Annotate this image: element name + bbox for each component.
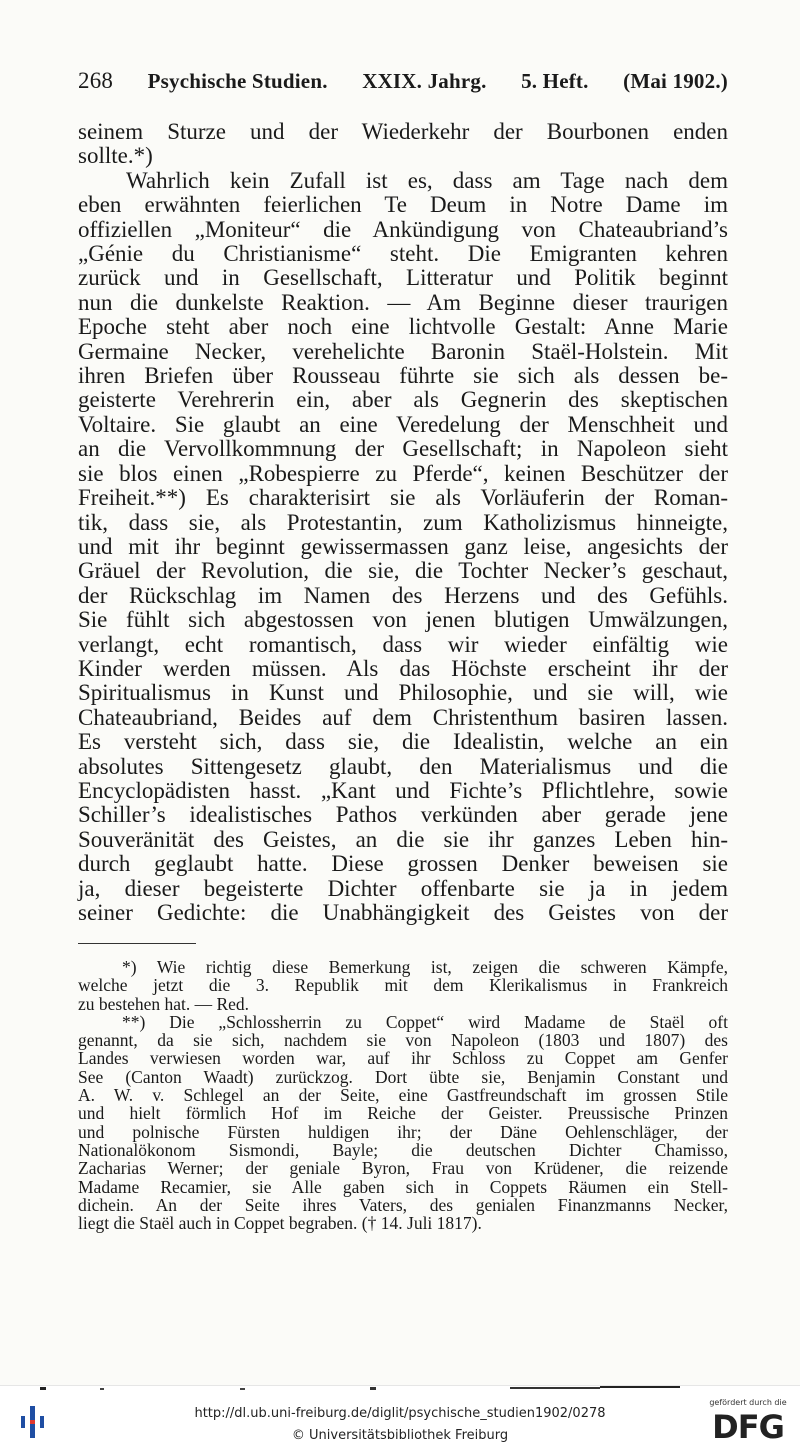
text-line: Epoche steht aber noch eine lichtvolle Gestalt: Anne Marie [78,314,728,340]
scan-edge-artifact [40,1385,700,1391]
footnote-line: dichein. An der Seite ihres Vaters, des genialen Finanzmanns Necker, [78,1194,728,1215]
footnote-line: genannt, da sie sich, nachdem sie von Napoleon (1803 und 1807) des [78,1030,728,1051]
text-line: Souveränität des Geistes, an die sie ihr ganzes Leben hin- [78,826,728,852]
footnotes [78,958,728,1232]
issue-date: (Mai 1902.) [623,69,728,93]
text-line: tik, dass sie, als Protestantin, zum Katholizismus hinneigte, [78,509,728,535]
text-line: eben erwähnten feierlichen Te Deum in Notre Dame im [78,192,728,218]
text-line: Es versteht sich, dass sie, die Idealistin, welche an ein [78,729,728,755]
text-line: Sie fühlt sich abgestossen von jenen blutigen Umwälzungen, [78,607,728,633]
dfg-logo-text: DFG [712,1408,784,1446]
copyright-notice: © Universitätsbibliothek Freiburg [291,1428,509,1443]
text-line: Wahrlich kein Zufall ist es, dass am Tage nach dem [126,167,728,193]
text-line: verlangt, echt romantisch, dass wir wieder einfältig wie [78,631,728,657]
footnote-line: Madame Recamier, sie Alle gaben sich in Coppets Räumen ein Stell- [78,1176,728,1197]
volume-label: XXIX. Jahrg. [362,69,487,93]
footnote-separator [78,943,196,944]
text-line: Kinder werden müssen. Als das Höchste erscheint ihr der [78,655,728,681]
permalink-url[interactable]: http://dl.ub.uni-freiburg.de/diglit/psychische_studien1902/0278 [194,1406,606,1421]
footnote-line: Nationalökonom Sismondi, Bayle; die deutschen Dichter Chamisso, [78,1139,728,1160]
text-line: absolutes Sittengesetz glaubt, den Materialismus und die [78,753,728,779]
text-line: zurück und in Gesellschaft, Litteratur und Politik beginnt [78,265,728,291]
running-header [78,68,728,94]
text-line: nun die dunkelste Reaktion. — Am Beginne dieser traurigen [78,289,728,315]
text-line: Chateaubriand, Beides auf dem Christenthum basiren lassen. [78,704,728,730]
footnote-line: A. W. v. Schlegel an der Seite, eine Gastfreundschaft im grossen Stile [78,1085,728,1106]
text-line: „Génie du Christianisme“ steht. Die Emigranten kehren [78,241,728,267]
text-line: seinem Sturze und der Wiederkehr der Bourbonen enden [78,119,728,144]
footnote-line: liegt die Staël auch in Coppet begraben. († 14. Juli 1817). [78,1213,482,1234]
footnote-line: *) Wie richtig diese Bemerkung ist, zeigen die schweren Kämpfe, [122,957,728,977]
running-title: Psychische Studien. [147,69,328,93]
footnote-line: und hielt förmlich Hof im Reiche der Geister. Preussische Prinzen [78,1103,728,1124]
footnote-line: zu bestehen hat. — Red. [78,993,250,1014]
main-text [78,120,728,925]
text-line: durch geglaubt hatte. Diese grossen Denker beweisen sie [78,851,728,877]
text-line: Encyclopädisten hasst. „Kant und Fichte’s Pflichtlehre, sowie [78,777,728,803]
text-line: seiner Gedichte: die Unabhängigkeit des Geistes von der [78,900,728,925]
dfg-funding-label: gefördert durch die [709,1398,787,1407]
text-line: an die Vervollkommnung der Gesellschaft; in Napoleon sieht [78,436,728,462]
text-line: und mit ihr beginnt gewissermassen ganz leise, angesichts der [78,533,728,559]
text-line: Voltaire. Sie glaubt an eine Veredelung der Menschheit und [78,411,728,437]
dfg-logo [706,1398,790,1446]
text-line: ihren Briefen über Rousseau führte sie sich als dessen be- [78,363,728,389]
footnote-line: Landes verwiesen worden war, auf ihr Schloss zu Coppet am Genfer [78,1048,728,1069]
text-line: sollte.*) [78,143,153,169]
footnote-line: und polnische Fürsten huldigen ihr; der Däne Oehlenschläger, der [78,1121,728,1142]
text-line: Germaine Necker, verehelichte Baronin Staël-Holstein. Mit [78,338,728,364]
text-line: Gräuel der Revolution, die sie, die Tochter Necker’s geschaut, [78,558,728,584]
text-line: ja, dieser begeisterte Dichter offenbarte sie ja in jedem [78,875,728,901]
footnote-line: **) Die „Schlossherrin zu Coppet“ wird Madame de Staël oft [122,1011,728,1032]
footnote-line: Zacharias Werner; der geniale Byron, Frau von Krüdener, die reizende [78,1158,728,1179]
text-line: der Rückschlag im Namen des Herzens und des Gefühls. [78,582,728,608]
text-line: Spiritualismus in Kunst und Philosophie, und sie will, wie [78,680,728,706]
footnote-line: welche jetzt die 3. Republik mit dem Klerikalismus in Frankreich [78,975,728,996]
page-number: 268 [78,68,114,93]
text-line: Schiller’s idealistisches Pathos verkünden aber gerade jene [78,802,728,828]
text-line: Freiheit.**) Es charakterisirt sie als Vorläuferin der Roman- [78,485,728,511]
footnote-line: See (Canton Waadt) zurückzog. Dort übte sie, Benjamin Constant und [78,1066,728,1087]
text-line: geisterte Verehrerin ein, aber als Gegnerin des skeptischen [78,387,728,413]
issue-label: 5. Heft. [521,69,589,93]
text-line: sie blos einen „Robespierre zu Pferde“, keinen Beschützer der [78,460,728,486]
text-line: offiziellen „Moniteur“ die Ankündigung von Chateaubriand’s [78,216,728,242]
